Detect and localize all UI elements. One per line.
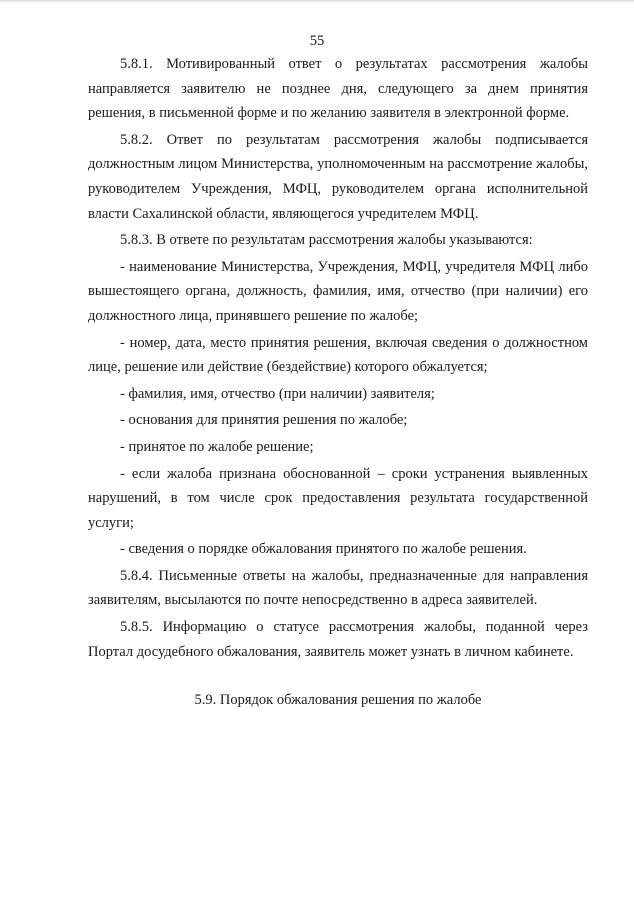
list-item-deadlines: - если жалоба признана обоснованной – сроки устранения выявленных нарушений, в том числе срок предоставления результата государственной услуги;	[88, 465, 588, 531]
paragraph-5-8-3: 5.8.3. В ответе по результатам рассмотрения жалобы указываются:	[120, 232, 533, 249]
list-item-name: - наименование Министерства, Учреждения, МФЦ, учредителя МФЦ либо вышестоящего органа, должность, фамилия, имя, отчество (при наличии) его должностного лица, принявшего решение по жалобе;	[88, 258, 588, 324]
section-heading-5-9: 5.9. Порядок обжалования решения по жалобе	[194, 692, 482, 709]
paragraph-5-8-4: 5.8.4. Письменные ответы на жалобы, предназначенные для направления заявителям, высылаются по почте непосредственно в адреса заявителей.	[88, 567, 588, 609]
list-item-number-date: - номер, дата, место принятия решения, включая сведения о должностном лице, решение или действие (бездействие) которого обжалуется;	[88, 334, 588, 376]
list-item-grounds: - основания для принятия решения по жалобе;	[120, 412, 408, 429]
scan-top-edge	[0, 0, 634, 3]
list-item-appeal-procedure: - сведения о порядке обжалования принятого по жалобе решения.	[120, 541, 527, 558]
page-number: 55	[309, 33, 325, 49]
paragraph-5-8-5: 5.8.5. Информацию о статусе рассмотрения жалобы, поданной через Портал досудебного обжалования, заявитель может узнать в личном кабинете.	[88, 619, 588, 660]
paragraph-5-8-1: 5.8.1. Мотивированный ответ о результатах рассмотрения жалобы направляется заявителю не позднее дня, следующего за днем принятия решения, в письменной форме и по желанию заявителя в электронной форме.	[88, 56, 588, 122]
paragraph-5-8-2: 5.8.2. Ответ по результатам рассмотрения жалобы подписывается должностным лицом Министерства, уполномоченным на рассмотрение жалобы, руководителем Учреждения, МФЦ, руководителем органа исполнительной власти Сахалинской области, являющегося учредителем МФЦ.	[88, 131, 588, 222]
list-item-decision: - принятое по жалобе решение;	[120, 438, 314, 455]
list-item-applicant-name: - фамилия, имя, отчество (при наличии) заявителя;	[120, 385, 435, 402]
document-body	[88, 52, 588, 713]
